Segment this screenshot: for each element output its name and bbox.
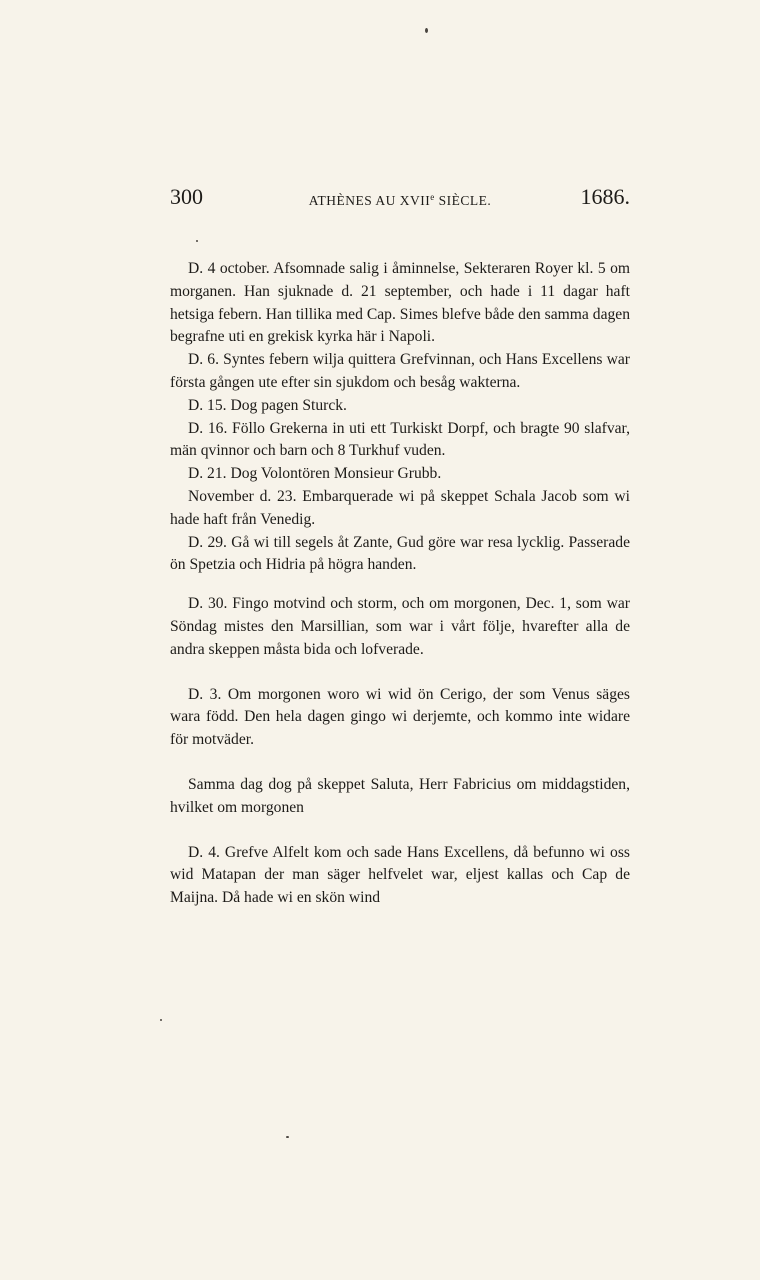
paragraph-oct-4: D. 4 october. Afsomnade salig i åminnelse, Sekteraren Royer kl. 5 om morganen. Han sjuknade d. 21 september, och hade i 11 dagar haft hetsiga febern. Han tillika med Cap. Simes blefve både den samma dagen begrafne uti en grekisk kyrka här i Napoli. (170, 260, 630, 346)
running-title-main: ATHÈNES AU XVII (308, 193, 431, 208)
ink-speck (286, 1136, 289, 1138)
paragraph-oct-16: D. 16. Föllo Grekerna in uti ett Turkiskt Dorpf, och bragte 90 slafvar, män qvinnor och barn och 8 Turkhuf vuden. (170, 419, 630, 460)
running-year: 1686. (580, 184, 630, 209)
paragraph-oct-21: D. 21. Dog Volontören Monsieur Grubb. (188, 465, 442, 483)
ink-speck (425, 28, 428, 33)
paragraph-oct-6: D. 6. Syntes febern wilja quittera Grefvinnan, och Hans Excellens war första gången ute efter sin sjukdom och besåg wakterna. (170, 351, 630, 391)
paragraph-nov-29: D. 29. Gå wi till segels åt Zante, Gud göre war resa lycklig. Passerade ön Spetzia och Hidria på högra handen. (170, 533, 630, 574)
ink-speck (196, 240, 198, 242)
paragraph-dec-4: D. 4. Grefve Alfelt kom och sade Hans Excellens, då befunno wi oss wid Matapan der man säger helfvelet war, eljest kallas och Cap de Maijna. Då hade wi en skön wind (170, 843, 630, 907)
paragraph-nov-23: November d. 23. Embarquerade wi på skeppet Schala Jacob som wi hade haft från Venedig. (170, 487, 630, 528)
running-title-superscript: e (430, 192, 435, 202)
paragraph-nov-30: D. 30. Fingo motvind och storm, och om morgonen, Dec. 1, som war Söndag mistes den Marsillian, som war i vårt följe, hvarefter alla de andra skeppen måsta bida och lofverade. (170, 595, 630, 658)
paragraph-samma-dag: Samma dag dog på skeppet Saluta, Herr Fabricius om middagstiden, hvilket om morgonen (170, 775, 630, 816)
paragraph-dec-3: D. 3. Om morgonen woro wi wid ön Cerigo, der som Venus säges wara född. Den hela dagen gingo wi derjemte, och kommo inte widare för motväder. (170, 685, 630, 749)
page-number: 300 (170, 184, 203, 209)
paragraph-oct-15: D. 15. Dog pagen Sturck. (188, 396, 347, 414)
running-title-end: SIÈCLE. (434, 193, 492, 208)
ink-speck (160, 1019, 162, 1021)
body-text (170, 258, 630, 910)
running-title (170, 180, 630, 218)
running-head (170, 180, 630, 214)
